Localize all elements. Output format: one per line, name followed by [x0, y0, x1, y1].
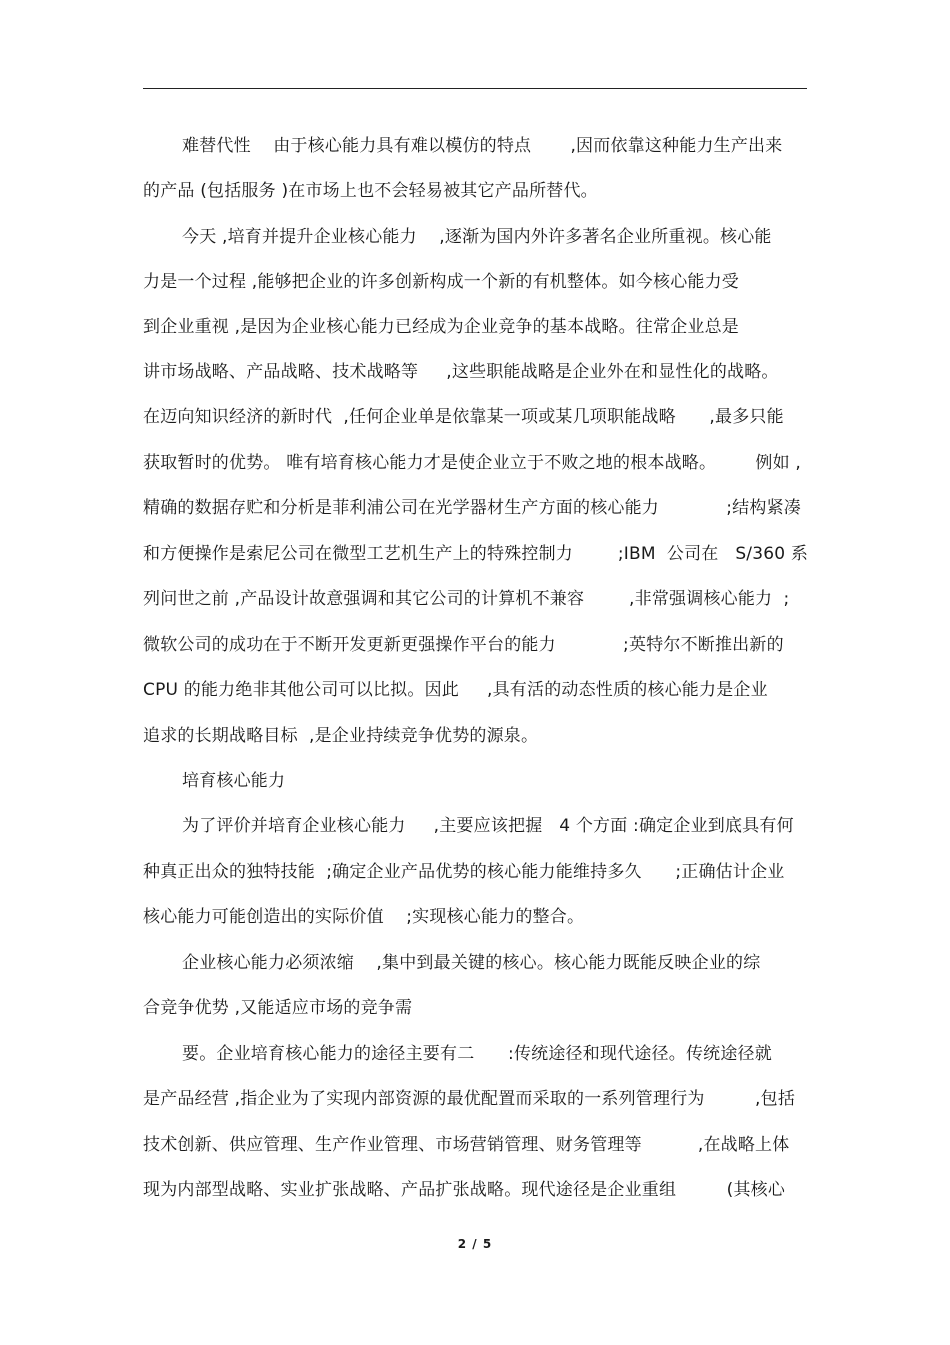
text-line: 列问世之前 ,产品设计故意强调和其它公司的计算机不兼容 ,非常强调核心能力 ;: [143, 589, 790, 609]
text-line: 要。企业培育核心能力的途径主要有二 :传统途径和现代途径。传统途径就: [182, 1044, 772, 1064]
text-line: 获取暂时的优势。 唯有培育核心能力才是使企业立于不败之地的根本战略。 例如 ,: [143, 453, 802, 473]
text-line: 讲市场战略、产品战略、技术战略等 ,这些职能战略是企业外在和显性化的战略。: [143, 362, 779, 382]
text-line: 现为内部型战略、实业扩张战略、产品扩张战略。现代途径是企业重组 (其核心: [143, 1180, 786, 1200]
text-line: 和方便操作是索尼公司在微型工艺机生产上的特殊控制力 ;IBM 公司在 S/360 系: [143, 544, 809, 564]
text-line: 追求的长期战略目标 ,是企业持续竞争优势的源泉。: [143, 726, 539, 746]
header-rule: [143, 88, 807, 89]
text-line: 企业核心能力必须浓缩 ,集中到最关键的核心。核心能力既能反映企业的综: [182, 953, 761, 973]
text-line: 是产品经营 ,指企业为了实现内部资源的最优配置而采取的一系列管理行为 ,包括: [143, 1089, 796, 1109]
text-line: CPU 的能力绝非其他公司可以比拟。因此 ,具有活的动态性质的核心能力是企业: [143, 680, 768, 700]
text-line: 精确的数据存贮和分析是菲利浦公司在光学器材生产方面的核心能力 ;结构紧凑: [143, 498, 801, 518]
text-line: 难替代性 由于核心能力具有难以模仿的特点 ,因而依靠这种能力生产出来: [182, 136, 783, 156]
text-line: 合竞争优势 ,又能适应市场的竞争需: [143, 998, 413, 1018]
section-heading: 培育核心能力: [182, 771, 286, 791]
text-line: 今天 ,培育并提升企业核心能力 ,逐渐为国内外许多著名企业所重视。核心能: [182, 227, 772, 247]
text-line: 微软公司的成功在于不断开发更新更强操作平台的能力 ;英特尔不断推出新的: [143, 635, 784, 655]
text-line: 技术创新、供应管理、生产作业管理、市场营销管理、财务管理等 ,在战略上体: [143, 1135, 790, 1155]
text-line: 为了评价并培育企业核心能力 ,主要应该把握 4 个方面 :确定企业到底具有何: [182, 816, 794, 836]
text-line: 到企业重视 ,是因为企业核心能力已经成为企业竞争的基本战略。往常企业总是: [143, 317, 740, 337]
text-line: 核心能力可能创造出的实际价值 ;实现核心能力的整合。: [143, 907, 585, 927]
text-line: 力是一个过程 ,能够把企业的许多创新构成一个新的有机整体。如今核心能力受: [143, 272, 740, 292]
page-number: 2 / 5: [457, 1237, 493, 1251]
text-line: 的产品 (包括服务 )在市场上也不会轻易被其它产品所替代。: [143, 181, 598, 201]
text-line: 种真正出众的独特技能 ;确定企业产品优势的核心能力能维持多久 ;正确估计企业: [143, 862, 785, 882]
text-line: 在迈向知识经济的新时代 ,任何企业单是依靠某一项或某几项职能战略 ,最多只能: [143, 407, 784, 427]
